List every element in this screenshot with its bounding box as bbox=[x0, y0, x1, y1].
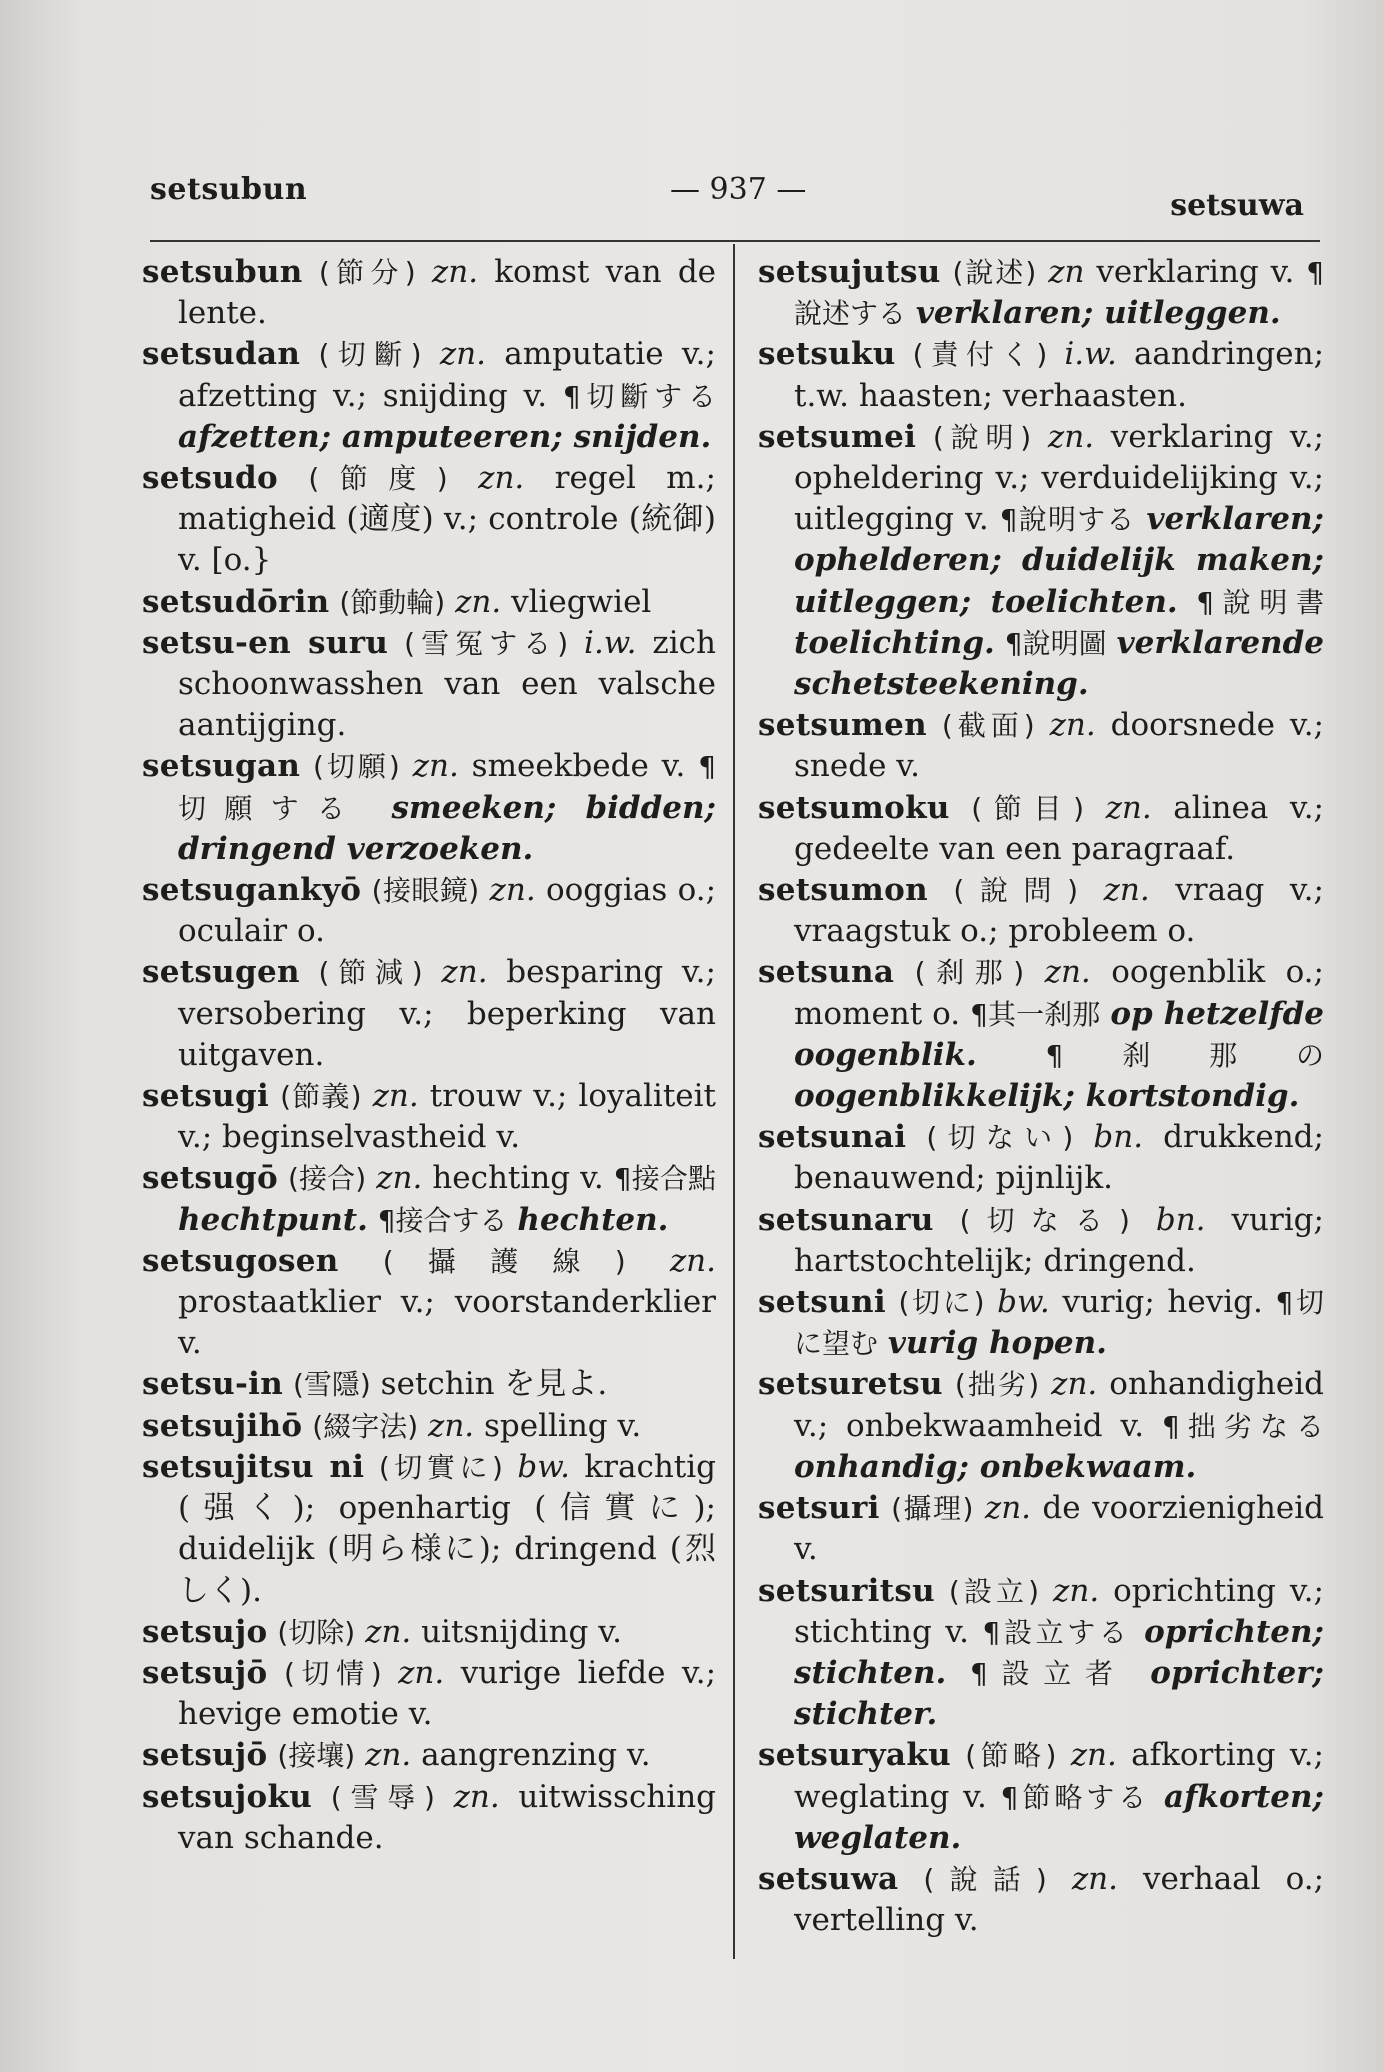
header-rule bbox=[150, 240, 1320, 242]
entry-headword: setsugan bbox=[142, 748, 301, 785]
entry-definition: spelling v. bbox=[484, 1407, 642, 1444]
entry-headword: setsugankyō bbox=[142, 872, 362, 909]
page-number: — 937 — bbox=[670, 172, 807, 207]
entry-definition: oogenblik o.; moment o. bbox=[794, 954, 1324, 1032]
entry-definition: uitsnijding v. bbox=[421, 1613, 622, 1650]
entry-part-of-speech: zn. bbox=[1071, 1860, 1118, 1897]
dictionary-entry bbox=[142, 623, 716, 747]
entry-headword: setsudōrin bbox=[142, 583, 330, 620]
entry-part-of-speech: zn. bbox=[455, 583, 502, 620]
entry-kanji: (切に) bbox=[898, 1286, 985, 1320]
column-divider bbox=[733, 244, 735, 1959]
entry-compound: ¶節略する bbox=[1000, 1780, 1151, 1814]
entry-part-of-speech: zn. bbox=[412, 748, 459, 785]
entry-definition: ooggias o.; oculair o. bbox=[178, 872, 717, 950]
dictionary-entry bbox=[758, 870, 1324, 952]
dictionary-entry bbox=[142, 1076, 716, 1158]
entry-headword: setsu-en suru bbox=[142, 624, 389, 661]
entry-compound-meaning: verklaren; uitleggen. bbox=[915, 295, 1281, 332]
entry-headword: setsujutsu bbox=[758, 254, 941, 290]
entry-part-of-speech: zn. bbox=[427, 1407, 475, 1444]
entry-definition: komst van de lente. bbox=[178, 254, 717, 332]
entry-headword: setsujō bbox=[142, 1654, 268, 1691]
entry-headword: setsudan bbox=[142, 336, 301, 373]
entry-definition: doorsnede v.; snede v. bbox=[794, 707, 1325, 785]
dictionary-entry bbox=[758, 705, 1324, 787]
entry-kanji: (節略) bbox=[965, 1739, 1057, 1773]
dictionary-entry bbox=[142, 1406, 716, 1447]
entry-compound: ¶設立する bbox=[982, 1615, 1131, 1649]
entry-kanji: (說述) bbox=[952, 256, 1037, 289]
dictionary-entry bbox=[142, 1777, 716, 1859]
entry-compound-meaning: hechtpunt. bbox=[178, 1201, 368, 1238]
dictionary-entry bbox=[758, 1571, 1324, 1736]
entry-headword: setsujitsu ni bbox=[142, 1448, 365, 1485]
entry-definition: alinea v.; gedeelte van een paragraaf. bbox=[794, 789, 1324, 867]
entry-kanji: (節義) bbox=[280, 1080, 362, 1114]
entry-part-of-speech: zn. bbox=[1051, 1366, 1098, 1403]
entry-headword: setsumon bbox=[758, 872, 928, 909]
entry-kanji: (節動輪) bbox=[339, 585, 446, 619]
dictionary-entry bbox=[142, 582, 716, 623]
entry-part-of-speech: bn. bbox=[1155, 1201, 1206, 1238]
entry-headword: setsu-in bbox=[142, 1366, 284, 1403]
entry-compound-meaning: verklarende schetsteekening. bbox=[794, 624, 1324, 703]
entry-definition: vurige liefde v.; hevige emotie v. bbox=[178, 1654, 717, 1733]
dictionary-entry bbox=[758, 1282, 1324, 1364]
entry-definition: de voorzienigheid v. bbox=[794, 1490, 1324, 1568]
entry-kanji: (雪辱) bbox=[330, 1780, 435, 1814]
entry-headword: setsujo bbox=[142, 1613, 268, 1650]
entry-kanji: (截面) bbox=[941, 709, 1035, 743]
entry-headword: setsumoku bbox=[758, 789, 950, 826]
entry-headword: setsugosen bbox=[142, 1242, 339, 1279]
entry-part-of-speech: zn. bbox=[365, 1613, 412, 1650]
dictionary-entry bbox=[142, 1364, 716, 1405]
entry-headword: setsuryaku bbox=[758, 1737, 951, 1774]
header-right-guideword: setsuwa bbox=[1170, 188, 1304, 223]
entry-compound: ¶說述する bbox=[794, 256, 1325, 331]
dictionary-entry bbox=[758, 1117, 1324, 1199]
entry-kanji: (說問) bbox=[953, 874, 1079, 908]
entry-definition: trouw v.; loyaliteit v.; beginselvastheid v. bbox=[178, 1078, 716, 1156]
entry-definition: vurig; hartstochtelijk; dringend. bbox=[794, 1201, 1324, 1279]
entry-compound-meaning: op hetzelfde oogenblik. bbox=[794, 995, 1324, 1073]
header-left-guideword: setsubun bbox=[150, 172, 308, 207]
dictionary-entry bbox=[758, 1859, 1324, 1941]
entry-part-of-speech: zn. bbox=[1103, 872, 1150, 909]
entry-headword: setsumen bbox=[758, 707, 927, 744]
entry-kanji: (說話) bbox=[923, 1862, 1047, 1896]
entry-kanji: (綴字法) bbox=[312, 1409, 419, 1443]
entry-part-of-speech: zn. bbox=[1044, 954, 1091, 991]
entry-kanji: (責付く) bbox=[912, 338, 1048, 372]
entry-part-of-speech: zn. bbox=[1049, 707, 1096, 744]
entry-part-of-speech: zn. bbox=[398, 1654, 445, 1691]
entry-definition: verklaring v. bbox=[1096, 254, 1295, 290]
dictionary-entry bbox=[142, 1735, 716, 1776]
entry-headword: setsuritsu bbox=[758, 1572, 935, 1609]
entry-headword: setsuna bbox=[758, 954, 895, 991]
entry-kanji: (設立) bbox=[948, 1574, 1040, 1608]
entry-definition: zich schoonwasshen van een valsche aantijging. bbox=[178, 624, 716, 744]
entry-headword: setsujoku bbox=[142, 1778, 313, 1815]
entry-headword: setsunaru bbox=[758, 1201, 934, 1238]
entry-headword: setsuri bbox=[758, 1490, 880, 1527]
entry-part-of-speech: zn. bbox=[1105, 789, 1152, 826]
entry-definition: setchin を見よ. bbox=[380, 1366, 608, 1403]
entry-compound-meaning: onhandig; onbekwaam. bbox=[794, 1448, 1197, 1485]
entry-compound-meaning: toelichting. bbox=[794, 624, 995, 661]
left-column bbox=[142, 252, 716, 1859]
entry-kanji: (攝護線) bbox=[382, 1244, 626, 1278]
entry-kanji: (節減) bbox=[318, 956, 423, 990]
entry-part-of-speech: zn. bbox=[1070, 1737, 1117, 1774]
entry-headword: setsubun bbox=[142, 254, 303, 290]
entry-headword: setsugi bbox=[142, 1078, 270, 1115]
dictionary-entry bbox=[142, 1447, 716, 1612]
entry-compound: ¶說明する bbox=[999, 503, 1136, 537]
entry-definition: hechting v. bbox=[432, 1160, 604, 1197]
entry-part-of-speech: zn. bbox=[984, 1490, 1032, 1527]
dictionary-entry bbox=[758, 952, 1324, 1117]
entry-definition: vliegwiel bbox=[511, 583, 652, 620]
entry-part-of-speech: zn. bbox=[365, 1737, 412, 1774]
entry-part-of-speech: i.w. bbox=[584, 624, 637, 661]
entry-compound-meaning: oprichten; stichten. bbox=[794, 1613, 1324, 1691]
entry-compound: ¶設立者 bbox=[969, 1656, 1127, 1690]
page-header bbox=[150, 168, 1324, 228]
entry-part-of-speech: zn. bbox=[431, 254, 479, 290]
entry-part-of-speech: zn. bbox=[453, 1778, 500, 1815]
entry-definition: smeekbede v. bbox=[471, 748, 686, 785]
entry-definition: prostaatklier v.; voorstanderklier v. bbox=[178, 1284, 716, 1362]
entry-compound: ¶說明書 bbox=[1196, 585, 1324, 619]
dictionary-entry bbox=[142, 458, 716, 582]
entry-headword: setsugō bbox=[142, 1160, 278, 1197]
entry-part-of-speech: bn. bbox=[1093, 1119, 1144, 1156]
entry-part-of-speech: zn. bbox=[478, 460, 525, 497]
entry-definition: vurig; hevig. bbox=[1062, 1284, 1263, 1321]
dictionary-entry bbox=[142, 334, 716, 458]
entry-headword: setsujō bbox=[142, 1737, 268, 1774]
entry-compound-meaning: afzetten; amputeeren; snijden. bbox=[178, 418, 712, 455]
entry-definition: drukkend; benauwend; pijnlijk. bbox=[794, 1119, 1324, 1197]
right-column bbox=[758, 252, 1324, 1941]
entry-kanji: (接眼鏡) bbox=[371, 874, 480, 908]
dictionary-entry bbox=[758, 334, 1324, 416]
entry-headword: setsudo bbox=[142, 460, 278, 497]
entry-definition: krachtig (强く); openhartig (信實に); duidelijk (明ら様に); dringend (烈しく). bbox=[178, 1448, 717, 1609]
entry-definition: aangrenzing v. bbox=[421, 1737, 651, 1774]
entry-kanji: (切斷) bbox=[318, 338, 422, 372]
entry-kanji: (切なる) bbox=[959, 1203, 1130, 1237]
entry-kanji: (拙劣) bbox=[954, 1368, 1040, 1402]
entry-headword: setsugen bbox=[142, 954, 300, 991]
dictionary-entry bbox=[758, 1488, 1324, 1570]
entry-kanji: (攝理) bbox=[891, 1492, 974, 1526]
entry-compound: ¶切に望む bbox=[794, 1286, 1324, 1361]
entry-compound: ¶說明圖 bbox=[1004, 626, 1107, 660]
entry-part-of-speech: zn. bbox=[1047, 418, 1095, 455]
entry-headword: setsunai bbox=[758, 1119, 907, 1156]
entry-definition: besparing v.; versobering v.; beperking van uitgaven. bbox=[178, 954, 716, 1073]
entry-definition: regel m.; matigheid (適度) v.; controle (統御) v. [o.} bbox=[178, 460, 716, 579]
entry-kanji: (切除) bbox=[277, 1615, 356, 1649]
entry-kanji: (雪冤する) bbox=[404, 626, 569, 660]
entry-compound: ¶接合點 bbox=[613, 1162, 716, 1196]
entry-part-of-speech: zn. bbox=[489, 872, 536, 909]
dictionary-entry bbox=[758, 1200, 1324, 1282]
dictionary-entry bbox=[758, 1735, 1324, 1859]
dictionary-entry bbox=[142, 252, 716, 334]
entry-kanji: (雪隱) bbox=[292, 1368, 371, 1402]
dictionary-entry bbox=[142, 1158, 716, 1240]
entry-compound: ¶拙劣なる bbox=[1162, 1409, 1324, 1443]
entry-part-of-speech: zn. bbox=[372, 1078, 419, 1115]
entry-kanji: (切實に) bbox=[378, 1450, 503, 1484]
dictionary-entry bbox=[142, 1612, 716, 1653]
entry-compound-meaning: oogenblikkelijk; kortstondig. bbox=[794, 1078, 1300, 1115]
entry-headword: setsuku bbox=[758, 336, 896, 373]
dictionary-entry bbox=[758, 252, 1324, 334]
entry-definition: uitwissching van schande. bbox=[178, 1778, 717, 1856]
entry-part-of-speech: zn. bbox=[376, 1160, 423, 1197]
entry-compound: ¶其一刹那 bbox=[970, 997, 1101, 1031]
entry-kanji: (接合) bbox=[287, 1162, 367, 1196]
entry-compound-meaning: vurig hopen. bbox=[887, 1325, 1107, 1362]
entry-definition: oprichting v.; stichting v. bbox=[794, 1572, 1324, 1650]
dictionary-entry bbox=[142, 1653, 716, 1735]
entry-part-of-speech: zn. bbox=[439, 336, 486, 373]
entry-kanji: (節度) bbox=[308, 462, 448, 496]
dictionary-entry bbox=[758, 417, 1324, 705]
entry-compound: ¶切斷する bbox=[562, 379, 716, 413]
entry-part-of-speech: bw. bbox=[517, 1448, 570, 1485]
entry-headword: setsujihō bbox=[142, 1407, 303, 1444]
dictionary-entry bbox=[758, 788, 1324, 870]
entry-kanji: (接壤) bbox=[277, 1739, 356, 1773]
dictionary-entry bbox=[142, 1241, 716, 1365]
entry-headword: setsuretsu bbox=[758, 1366, 943, 1403]
dictionary-entry bbox=[142, 870, 716, 952]
entry-compound-meaning: smeeken; bidden; dringend verzoeken. bbox=[178, 789, 716, 867]
entry-headword: setsumei bbox=[758, 418, 917, 455]
entry-part-of-speech: i.w. bbox=[1064, 336, 1117, 373]
entry-definition: onhandigheid v.; onbekwaamheid v. bbox=[794, 1366, 1324, 1444]
dictionary-entry bbox=[758, 1364, 1324, 1488]
entry-kanji: (切情) bbox=[283, 1656, 382, 1690]
entry-headword: setsuni bbox=[758, 1284, 886, 1321]
entry-definition: afkorting v.; weglating v. bbox=[794, 1737, 1324, 1815]
dictionary-entry bbox=[142, 952, 716, 1076]
entry-definition: verklaring v.; opheldering v.; verduidelijking v.; uitlegging v. bbox=[794, 418, 1324, 538]
entry-part-of-speech: zn. bbox=[441, 954, 488, 991]
entry-kanji: (節目) bbox=[971, 791, 1085, 825]
entry-compound-meaning: hechten. bbox=[517, 1201, 669, 1238]
entry-definition: vraag v.; vraagstuk o.; probleem o. bbox=[794, 872, 1324, 950]
entry-part-of-speech: zn. bbox=[669, 1242, 716, 1279]
entry-definition: aandringen; t.w. haasten; verhaasten. bbox=[794, 336, 1325, 414]
entry-kanji: (切願) bbox=[313, 750, 400, 784]
entry-compound: ¶切願する bbox=[178, 750, 717, 825]
entry-compound: ¶接合する bbox=[377, 1203, 508, 1237]
entry-kanji: (說明) bbox=[932, 420, 1032, 454]
entry-part-of-speech: zn. bbox=[1053, 1572, 1100, 1609]
entry-definition: verhaal o.; vertelling v. bbox=[794, 1860, 1325, 1939]
entry-compound-meaning: afkorten; weglaten. bbox=[794, 1778, 1324, 1856]
entry-headword: setsuwa bbox=[758, 1860, 899, 1897]
entry-definition: amputatie v.; afzetting v.; snijding v. bbox=[178, 336, 716, 414]
entry-compound-meaning: oprichter; stichter. bbox=[794, 1654, 1324, 1733]
entry-part-of-speech: bw. bbox=[997, 1284, 1050, 1321]
entry-part-of-speech: zn bbox=[1048, 254, 1085, 290]
entry-kanji: (刹那) bbox=[914, 956, 1025, 990]
entry-kanji: (節分) bbox=[318, 256, 416, 289]
entry-kanji: (切ない) bbox=[926, 1121, 1074, 1155]
dictionary-entry bbox=[142, 746, 716, 870]
entry-compound-meaning: verklaren; ophelderen; duidelijk maken; uitleggen; toelichten. bbox=[794, 501, 1324, 620]
entry-compound: ¶刹那の bbox=[1045, 1038, 1324, 1072]
